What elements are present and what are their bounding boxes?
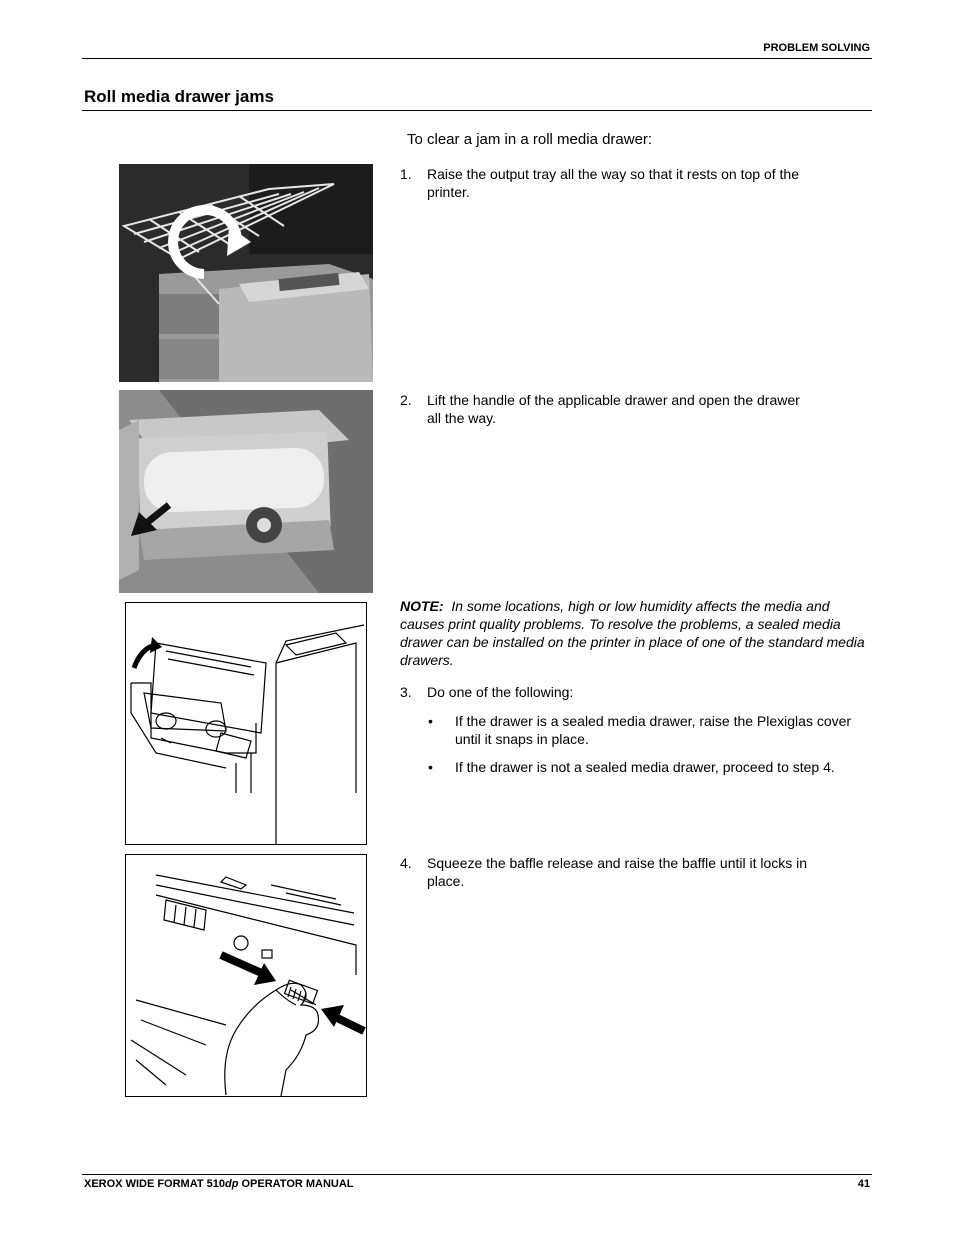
title-divider <box>82 110 872 111</box>
note-text: In some locations, high or low humidity affects the media and causes print quality problems. To resolve the problems, a sealed media drawer can be installed on the printer in place of one of the standard media drawers. <box>400 598 865 668</box>
open-drawer-photo <box>119 390 373 593</box>
bullet-text: If the drawer is a sealed media drawer, raise the Plexiglas cover until it snaps in place. <box>455 713 852 747</box>
step-text-line: Squeeze the baffle release and raise the baffle until it locks in <box>427 855 808 871</box>
bullet-text: If the drawer is not a sealed media drawer, proceed to step 4. <box>455 759 835 775</box>
step-text-line: Raise the output tray all the way so that it rests on top of the <box>427 166 799 182</box>
step-3 <box>400 683 860 701</box>
step-text-line: all the way. <box>427 410 496 426</box>
step-2 <box>400 391 860 427</box>
step-text-line: printer. <box>427 184 470 200</box>
running-header <box>82 36 872 59</box>
step-number: 2. <box>400 392 412 408</box>
step-number: 3. <box>400 684 412 700</box>
sealed-drawer-illustration <box>125 602 367 845</box>
humidity-note <box>400 597 870 669</box>
step-text-line: Do one of the following: <box>427 684 574 700</box>
footer-divider <box>82 1174 872 1175</box>
output-tray-photo <box>119 164 373 382</box>
step-text-line: place. <box>427 873 465 889</box>
step-4 <box>400 854 860 890</box>
step-number: 1. <box>400 166 412 182</box>
page-number: 41 <box>857 1178 870 1190</box>
step-1 <box>400 165 860 201</box>
intro-text: To clear a jam in a roll media drawer: <box>407 131 653 148</box>
bullet-symbol: • <box>428 759 433 775</box>
bullet-not-sealed-drawer <box>428 758 860 776</box>
bullet-sealed-drawer <box>428 712 860 748</box>
baffle-release-illustration <box>125 854 367 1097</box>
step-text-line: Lift the handle of the applicable drawer and open the drawer <box>427 392 800 408</box>
step-number: 4. <box>400 855 412 871</box>
note-label: NOTE: <box>400 598 444 614</box>
page-title: Roll media drawer jams <box>84 87 274 106</box>
section-name: PROBLEM SOLVING <box>763 42 870 54</box>
bullet-symbol: • <box>428 713 433 729</box>
manual-title: XEROX WIDE FORMAT 510dp OPERATOR MANUAL <box>84 1178 354 1190</box>
